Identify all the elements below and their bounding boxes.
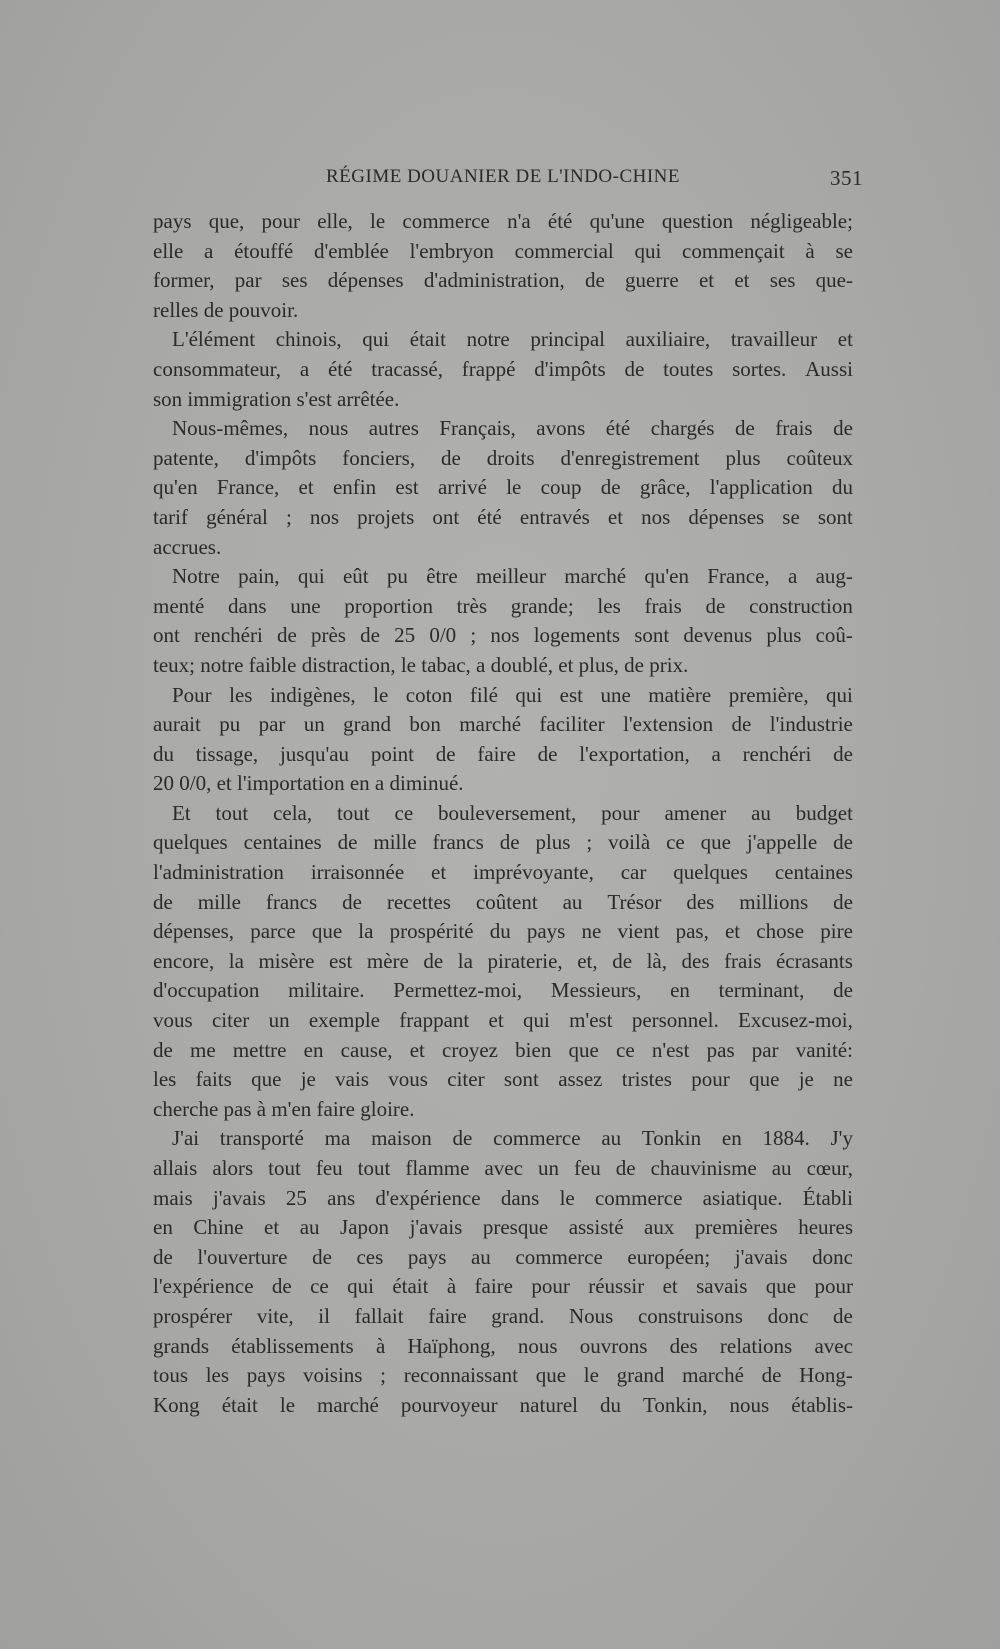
text-line: former, par ses dépenses d'administration, de guerre et et ses que- — [153, 268, 853, 293]
running-title: RÉGIME DOUANIER DE L'INDO-CHINE — [326, 166, 681, 187]
text-line: pays que, pour elle, le commerce n'a été qu'une question négligeable; — [153, 209, 853, 233]
text-line: tous les pays voisins ; reconnaissant que le grand marché de Hong- — [153, 1363, 853, 1388]
text-line: accrues. — [153, 534, 222, 559]
text-line: cherche pas à m'en faire gloire. — [153, 1096, 415, 1121]
running-header — [153, 166, 863, 190]
text-line: Pour les indigènes, le coton filé qui est une matière première, qui — [172, 682, 853, 707]
text-line: menté dans une proportion très grande; les frais de construction — [153, 593, 853, 618]
text-line: du tissage, jusqu'au point de faire de l'exportation, a renchéri de — [153, 741, 853, 766]
text-line: tarif général ; nos projets ont été entravés et nos dépenses se sont — [153, 504, 853, 529]
text-line: Nous-mêmes, nous autres Français, avons été chargés de frais de — [172, 416, 853, 441]
text-line: son immigration s'est arrêtée. — [153, 386, 400, 411]
page-number: 351 — [830, 166, 863, 190]
text-line: relles de pouvoir. — [153, 297, 299, 322]
text-line: patente, d'impôts fonciers, de droits d'enregistrement plus coûteux — [153, 445, 853, 470]
text-line: ont renchéri de près de 25 0/0 ; nos logements sont devenus plus coû- — [153, 623, 853, 648]
text-line: teux; notre faible distraction, le tabac, a doublé, et plus, de prix. — [153, 652, 689, 677]
text-line: quelques centaines de mille francs de plus ; voilà ce que j'appelle de — [153, 830, 853, 855]
text-line: l'expérience de ce qui était à faire pour réussir et savais que pour — [153, 1274, 853, 1299]
text-line: les faits que je vais vous citer sont assez tristes pour que je ne — [153, 1067, 853, 1092]
text-line: prospérer vite, il fallait faire grand. Nous construisons donc de — [153, 1303, 853, 1328]
text-line: encore, la misère est mère de la piraterie, et, de là, des frais écrasants — [153, 948, 853, 973]
text-line: de me mettre en cause, et croyez bien que ce n'est pas par vanité: — [153, 1037, 853, 1062]
text-line: Et tout cela, tout ce bouleversement, pour amener au budget — [172, 800, 853, 825]
text-line: dépenses, parce que la prospérité du pays ne vient pas, et chose pire — [153, 919, 853, 944]
text-line: l'administration irraisonnée et imprévoyante, car quelques centaines — [153, 860, 853, 885]
text-line: consommateur, a été tracassé, frappé d'impôts de toutes sortes. Aussi — [153, 356, 853, 381]
text-line: aurait pu par un grand bon marché faciliter l'extension de l'industrie — [153, 712, 853, 737]
text-line: de mille francs de recettes coûtent au Trésor des millions de — [153, 889, 853, 914]
text-line: d'occupation militaire. Permettez-moi, Messieurs, en terminant, de — [153, 978, 853, 1003]
text-line: J'ai transporté ma maison de commerce au Tonkin en 1884. J'y — [172, 1126, 853, 1151]
text-line: Kong était le marché pourvoyeur naturel du Tonkin, nous établis- — [153, 1392, 853, 1417]
text-line: elle a étouffé d'emblée l'embryon commercial qui commençait à se — [153, 238, 853, 263]
text-line: L'élément chinois, qui était notre principal auxiliaire, travailleur et — [172, 327, 853, 352]
text-line: vous citer un exemple frappant et qui m'est personnel. Excusez-moi, — [153, 1008, 853, 1033]
text-line: Notre pain, qui eût pu être meilleur marché qu'en France, a aug- — [172, 564, 853, 589]
text-line: grands établissements à Haïphong, nous ouvrons des relations avec — [153, 1333, 853, 1358]
text-line: en Chine et au Japon j'avais presque assisté aux premières heures — [153, 1215, 853, 1240]
body-text — [153, 207, 853, 1420]
text-line: 20 0/0, et l'importation en a diminué. — [153, 771, 464, 796]
text-line: mais j'avais 25 ans d'expérience dans le commerce asiatique. Établi — [153, 1185, 853, 1210]
text-line: qu'en France, et enfin est arrivé le coup de grâce, l'application du — [153, 475, 853, 500]
text-line: allais alors tout feu tout flamme avec un feu de chauvinisme au cœur, — [153, 1156, 853, 1180]
text-line: de l'ouverture de ces pays au commerce européen; j'avais donc — [153, 1244, 853, 1269]
